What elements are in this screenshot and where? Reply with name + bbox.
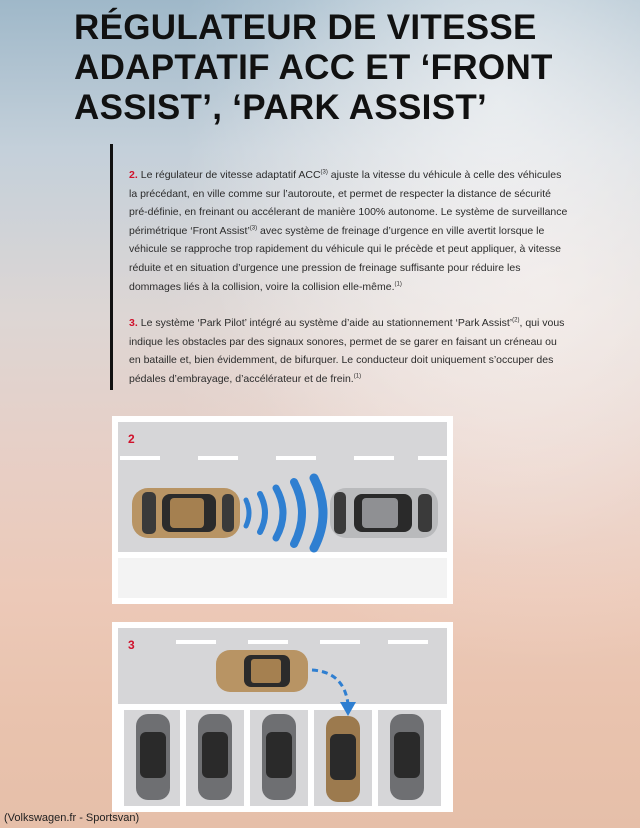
footnote-ref: (1) — [394, 281, 402, 288]
footnote-ref: (2) — [512, 317, 520, 324]
road-scene-acc — [118, 422, 447, 598]
body-text — [129, 166, 569, 407]
parked-car-1 — [136, 714, 170, 800]
paragraph-acc: 2. Le régulateur de vitesse adaptatif ACC$^{(3)}$ ajuste la vitesse du véhicule à celle des véhicules la précédant, en ville comme sur l’autoroute, et permet de respecter la distance de sécurité pré-définie, en freinant ou accélerant de manière 100% autonome. Le système de surveillance périmétrique ‘Front Assist’$^{(3)}$ avec système de freinage d’urgence en ville avertit lorsque le véhicule se rapproche trop rapidement du véhicule qui le précède et peut appliquer, à vitesse réduite et en situation d’urgence une pression de freinage suffisante pour réduire les dommages liés à la collision, voire la collision elle-même.$^{(1)}$ — [129, 169, 568, 293]
acc-diagram — [112, 416, 453, 604]
title-line-2: ADAPTATIF ACC ET ‘FRONT — [74, 48, 553, 87]
silver-car — [330, 488, 438, 538]
gold-car-parked — [326, 716, 360, 802]
curb-line — [118, 704, 447, 710]
source-credit: (Volkswagen.fr - Sportsvan) — [4, 812, 140, 824]
footnote-ref: (1) — [353, 373, 362, 380]
footnote-ref: (3) — [320, 169, 328, 176]
vertical-rule — [110, 144, 113, 390]
road-shoulder — [118, 558, 447, 598]
gold-car-moving — [216, 650, 308, 692]
parking-scene — [118, 628, 447, 806]
title-line-1: RÉGULATEUR DE VITESSE — [74, 8, 537, 47]
paragraph-number: 2. — [129, 169, 138, 181]
parked-car-4 — [390, 714, 424, 800]
parked-car-2 — [198, 714, 232, 800]
diagram-number-2: 2 — [128, 432, 135, 446]
gold-car — [132, 488, 240, 538]
title-line-3: ASSIST’, ‘PARK ASSIST’ — [74, 88, 488, 127]
parked-car-3 — [262, 714, 296, 800]
paragraph-number: 3. — [129, 317, 138, 330]
page-title — [74, 8, 614, 128]
paragraph-park: 3. Le système ‘Park Pilot’ intégré au système d’aide au stationnement ‘Park Assist’$^{(2)}$, qui vous indique les obstacles par des signaux sonores, permet de se garer en faisant un créneau ou en bataille et, bien évidemment, de bifurquer. Le conducteur doit uniquement s’occuper des pédales d’embrayage, d’accélérateur et de frein.$^{(1)}$ — [129, 317, 565, 385]
footnote-ref: (3) — [249, 225, 258, 232]
diagram-number-3: 3 — [128, 638, 135, 652]
park-assist-diagram — [112, 622, 453, 812]
